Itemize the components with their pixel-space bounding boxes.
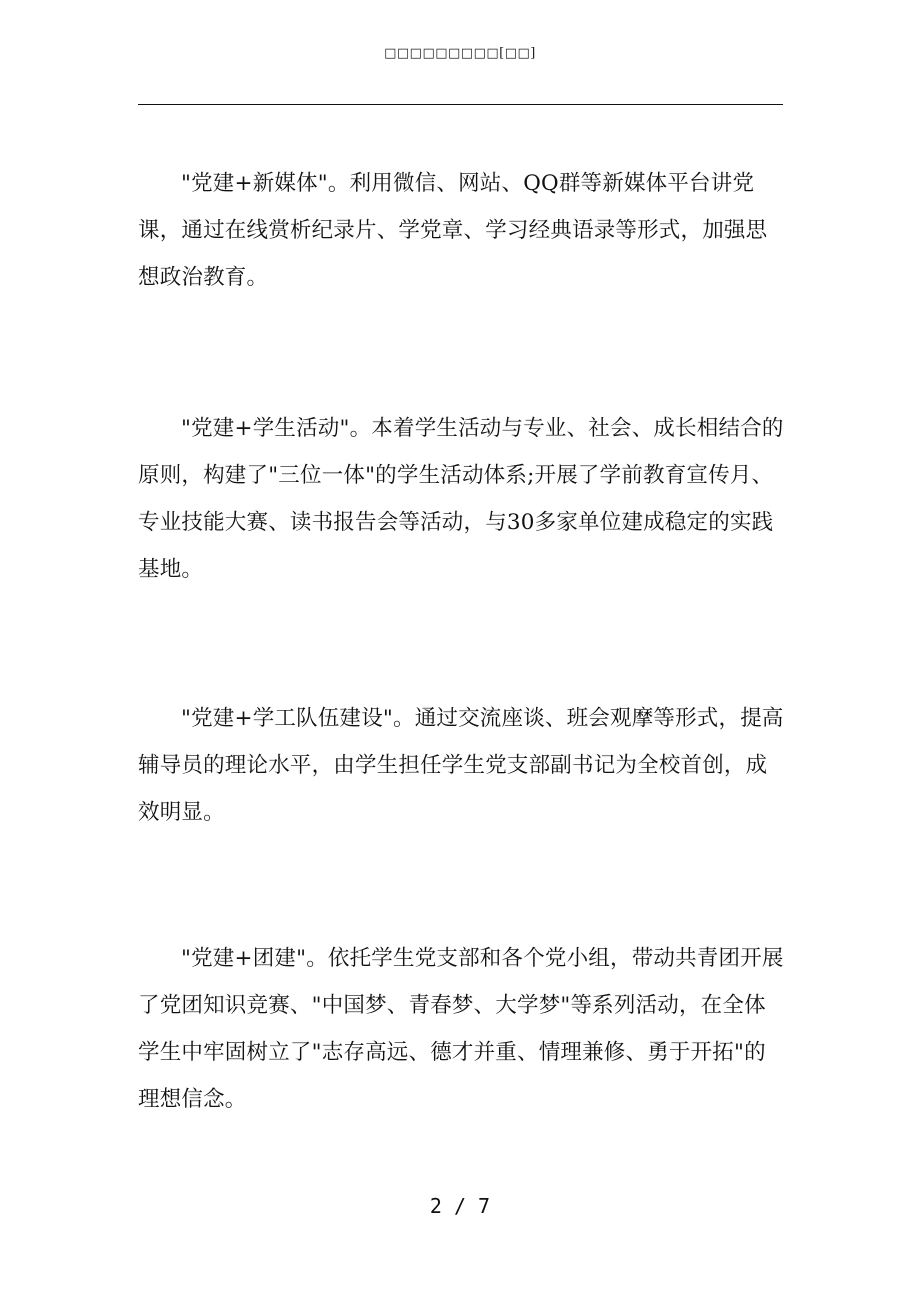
paragraph-party-league-building: "党建+团建"。依托学生党支部和各个党小组，带动共青团开展了党团知识竞赛、"中国梦、青春梦、大学梦"等系列活动，在全体学生中牢固树立了"志存高远、德才并重、情理兼修、勇于开拓"的理想信念。 xyxy=(138,946,784,1112)
header-divider xyxy=(138,104,783,105)
page-number: 2 / 7 xyxy=(429,1194,491,1218)
paragraph-party-student-activities: "党建+学生活动"。本着学生活动与专业、社会、成长相结合的原则，构建了"三位一体"的学生活动体系;开展了学前教育宣传月、专业技能大赛、读书报告会等活动，与30多家单位建成稳定的实践基地。 xyxy=(138,416,784,582)
paragraph-party-new-media: "党建+新媒体"。利用微信、网站、QQ群等新媒体平台讲党课，通过在线赏析纪录片、学党章、学习经典语录等形式，加强思想政治教育。 xyxy=(138,171,768,290)
paragraph-party-staff-building: "党建+学工队伍建设"。通过交流座谈、班会观摩等形式，提高辅导员的理论水平，由学生担任学生党支部副书记为全校首创，成效明显。 xyxy=(138,706,784,825)
page-header: □□□□□□□□□[□□] xyxy=(384,46,536,61)
